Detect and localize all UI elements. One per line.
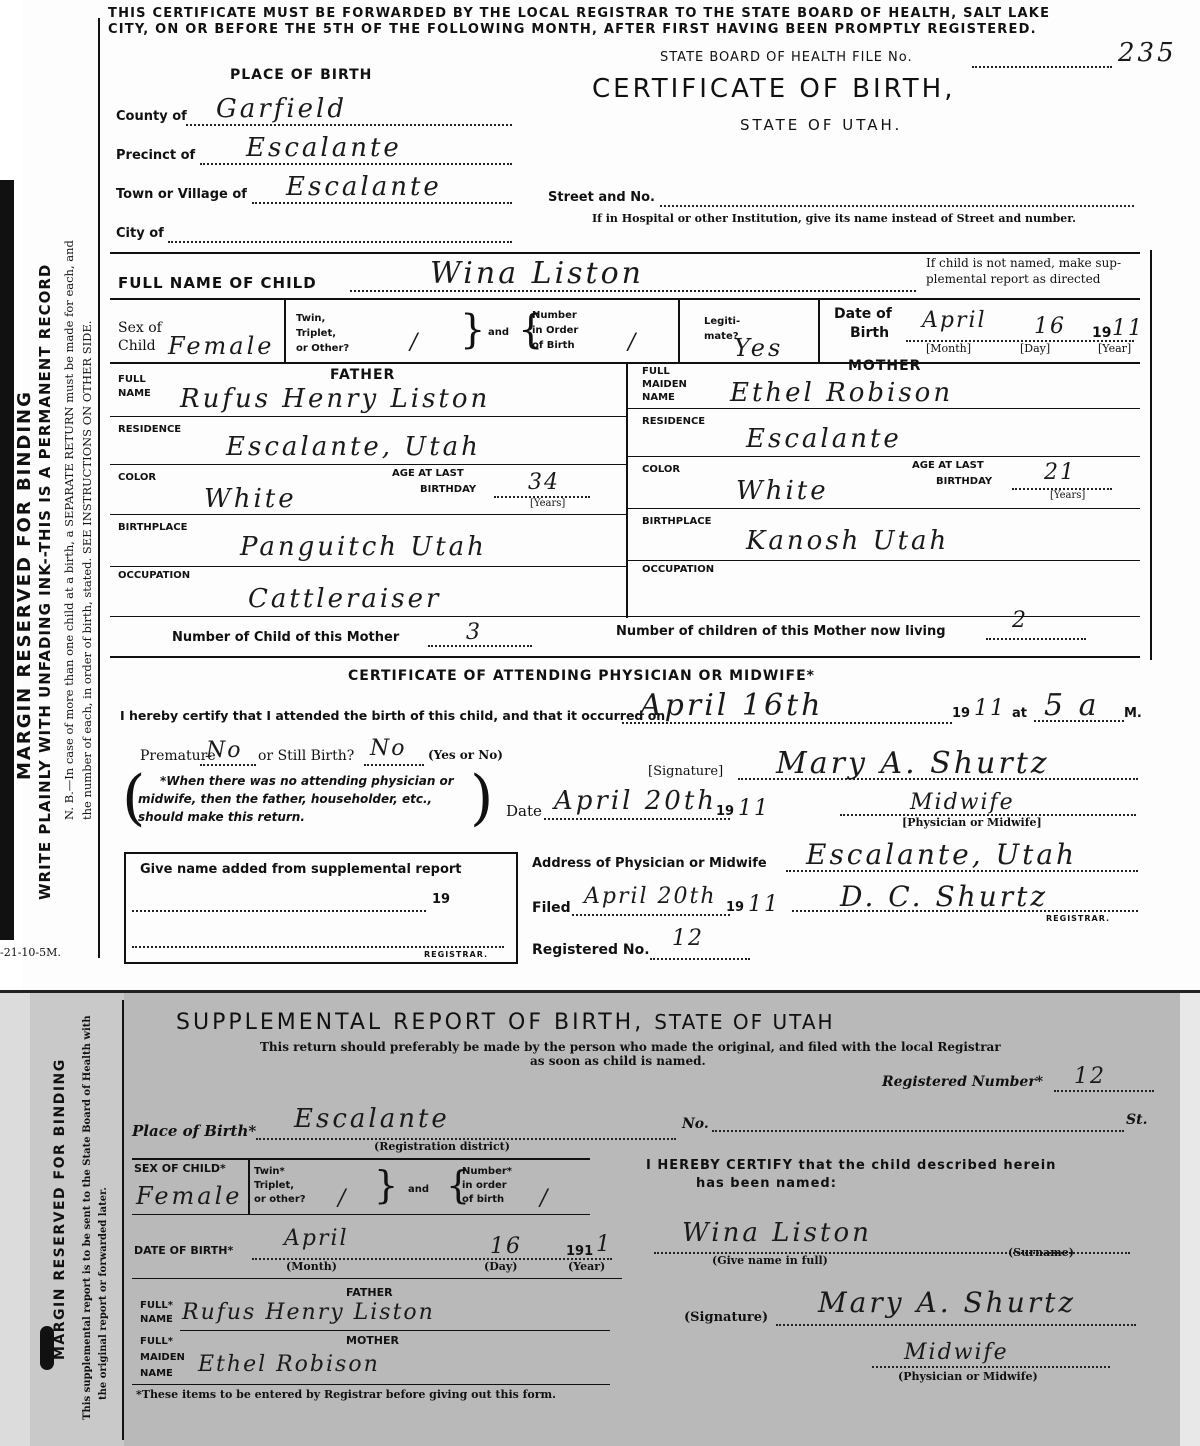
supp-instruction-2: as soon as child is named. <box>530 1054 706 1068</box>
mother-color: White <box>736 476 829 506</box>
supp-father-label-1: FULL* <box>140 1300 173 1311</box>
supp-registered-label: Registered Number* <box>882 1074 1044 1090</box>
sex-label-1: Sex of <box>118 320 162 336</box>
filed-line <box>572 914 730 916</box>
supp-signature-label: (Signature) <box>684 1310 769 1325</box>
legit-value: Yes <box>734 334 784 362</box>
father-name-label-2: NAME <box>118 388 151 399</box>
supp-role-label: (Physician or Midwife) <box>898 1370 1038 1383</box>
yesno-label: (Yes or No) <box>428 748 503 762</box>
attending-heading: CERTIFICATE OF ATTENDING PHYSICIAN OR MIDWIFE* <box>348 668 815 684</box>
supp-certify-2: has been named: <box>696 1176 837 1191</box>
supp-twin-label-1: Twin* <box>254 1166 285 1177</box>
margin-border <box>98 18 100 958</box>
father-name-label-1: FULL <box>118 374 146 385</box>
margin-nb-line2: the number of each, in order of birth, stated. SEE INSTRUCTIONS ON OTHER SIDE. <box>80 320 94 820</box>
signature-value: Mary A. Shurtz <box>776 746 1050 781</box>
signature-label: [Signature] <box>648 764 724 779</box>
supp-margin-note-2: the original report or forwarded later. <box>98 1187 109 1400</box>
supp-sex-value: Female <box>136 1182 243 1210</box>
twin-value: / <box>410 330 420 355</box>
supp-st-label: St. <box>1126 1112 1148 1128</box>
supp-given-name: Wina Liston <box>682 1218 872 1248</box>
at-label: at <box>1012 706 1027 721</box>
note-line-1: *When there was no attending physician or <box>160 774 454 788</box>
supp-mother-rule <box>132 1384 610 1385</box>
sig-year-hand: 11 <box>738 796 770 821</box>
premature-line <box>200 764 256 766</box>
supp-role-line <box>872 1366 1110 1368</box>
occurred-year-printed: 19 <box>952 706 971 721</box>
dob-year-printed: 19 <box>1092 325 1112 341</box>
supp-mother-label-1: FULL* <box>140 1336 173 1347</box>
role-label: [Physician or Midwife] <box>902 816 1042 829</box>
sex-divider <box>284 300 286 362</box>
filed-label: Filed <box>532 900 571 916</box>
notice-line-2: CITY, ON OR BEFORE THE 5TH OF THE FOLLOWING MONTH, AFTER FIRST HAVING BEEN PROMPTLY REGISTERED. <box>108 22 1037 37</box>
mother-name: Ethel Robison <box>730 378 954 408</box>
supp-mother-name: Ethel Robison <box>198 1352 380 1377</box>
supp-mother-label-2: MAIDEN <box>140 1352 185 1363</box>
supp-right-edge <box>1180 990 1200 1446</box>
twin-label-1: Twin, <box>296 313 326 324</box>
precinct-line <box>200 163 512 165</box>
order-value: / <box>628 330 638 355</box>
registrar-label: REGISTRAR. <box>1046 914 1111 923</box>
right-border <box>1150 250 1152 660</box>
order-label-1: Number <box>532 310 577 321</box>
supp-mother-label-3: NAME <box>140 1368 173 1379</box>
supp-given-label: (Give name in full) <box>712 1254 828 1267</box>
supp-dob-month: April <box>284 1226 349 1251</box>
father-residence: Escalante, Utah <box>226 432 481 462</box>
supp-box-year: 19 <box>432 892 451 907</box>
dob-month: April <box>922 308 987 333</box>
mother-color-label: COLOR <box>642 464 681 475</box>
supp-sex-divider <box>248 1158 250 1214</box>
premature-label: Premature <box>140 748 216 764</box>
child-number: 3 <box>466 620 482 645</box>
dob-label-1: Date of <box>834 306 892 322</box>
sig-date-line <box>544 818 730 820</box>
supp-margin-reserved: MARGIN RESERVED FOR BINDING <box>52 1058 68 1360</box>
certify-text: I hereby certify that I attended the birth of this child, and that it occurred on <box>120 708 666 723</box>
legit-label-2: mate? <box>704 331 739 342</box>
supp-dob-year-printed: 191 <box>566 1244 594 1259</box>
name-top-rule <box>110 252 1140 254</box>
supp-place-label: Place of Birth* <box>132 1122 257 1140</box>
town-line <box>252 202 512 204</box>
supp-footnote: *These items to be entered by Registrar before giving out this form. <box>136 1388 556 1401</box>
supp-surname-label: (Surname) <box>1008 1246 1074 1259</box>
row-bottom-rule <box>110 362 1140 364</box>
mother-name-label-1: FULL <box>642 366 670 377</box>
supp-father-label-2: NAME <box>140 1314 173 1325</box>
father-years-label: [Years] <box>530 498 566 509</box>
dob-year-hand: 11 <box>1112 316 1144 341</box>
supp-dob-year-hand: 1 <box>596 1232 612 1257</box>
left-edge-shadow <box>0 180 14 940</box>
occurred-date: April 16th <box>640 688 824 723</box>
mother-birthplace: Kanosh Utah <box>746 526 950 556</box>
supp-dob-day: 16 <box>490 1234 522 1259</box>
supp-sex-label: SEX OF CHILD* <box>134 1162 226 1175</box>
town-value: Escalante <box>286 172 442 202</box>
mother-name-label-3: NAME <box>642 392 675 403</box>
father-residence-rule <box>110 464 626 465</box>
hour-value: 5 a <box>1044 688 1100 723</box>
supp-twin-label-3: or other? <box>254 1194 306 1205</box>
supp-registered-line <box>1054 1090 1154 1092</box>
precinct-value: Escalante <box>246 133 402 163</box>
supp-top-edge <box>0 990 1200 993</box>
certificate-subtitle: STATE OF UTAH. <box>740 116 903 134</box>
supp-signature-line <box>776 1324 1136 1326</box>
supp-margin-border <box>122 1000 124 1440</box>
father-birthplace-rule <box>110 566 626 567</box>
name-bottom-rule <box>110 298 1140 300</box>
m-label: M. <box>1124 706 1142 721</box>
date-label: Date <box>506 802 542 820</box>
place-of-birth-heading: PLACE OF BIRTH <box>230 67 373 83</box>
child-name-label: FULL NAME OF CHILD <box>118 274 317 292</box>
sig-year-printed: 19 <box>716 804 735 819</box>
father-birthplace: Panguitch Utah <box>240 532 487 562</box>
supp-order-label-2: in order <box>462 1180 507 1191</box>
order-brace: { <box>518 307 544 353</box>
sex-label-2: Child <box>118 338 156 354</box>
supp-role-value: Midwife <box>904 1340 1009 1365</box>
supp-sex-rule <box>132 1214 590 1215</box>
father-residence-label: RESIDENCE <box>118 424 182 435</box>
still-label: or Still Birth? <box>258 748 355 764</box>
county-value: Garfield <box>216 94 347 124</box>
mother-birthplace-label: BIRTHPLACE <box>642 516 712 527</box>
supp-order-brace: { <box>446 1163 471 1207</box>
father-name-rule <box>110 416 626 417</box>
note-brace-left: ( <box>122 763 146 833</box>
registered-line <box>650 958 750 960</box>
twin-label-3: or Other? <box>296 343 350 354</box>
supp-instruction-1: This return should preferably be made by the person who made the original, and filed with the local Registrar <box>260 1040 1001 1054</box>
margin-ink-text: WRITE PLAINLY WITH UNFADING INK--THIS IS A PERMANENT RECORD <box>36 263 54 900</box>
form-code: -21-10-5M. <box>0 946 61 959</box>
father-color: White <box>204 484 297 514</box>
father-birthplace-label: BIRTHPLACE <box>118 522 188 533</box>
mother-years-label: [Years] <box>1050 490 1086 501</box>
supp-order-label-1: Number* <box>462 1166 513 1177</box>
registered-value: 12 <box>672 926 704 951</box>
street-line <box>660 205 1134 207</box>
note-line-3: should make this return. <box>138 810 305 824</box>
supp-twin-value: / <box>338 1186 348 1211</box>
dob-day-label: [Day] <box>1020 342 1051 355</box>
filed-date: April 20th <box>584 884 717 909</box>
mother-residence-label: RESIDENCE <box>642 416 706 427</box>
supp-box-registrar-line <box>132 946 504 948</box>
county-label: County of <box>116 109 187 124</box>
living-number: 2 <box>1012 608 1028 633</box>
supp-place-sub: (Registration district) <box>374 1140 510 1153</box>
mother-residence-rule <box>626 456 1140 457</box>
city-label: City of <box>116 226 164 241</box>
mother-residence: Escalante <box>746 424 902 454</box>
dob-month-label: [Month] <box>926 342 972 355</box>
supp-signature-value: Mary A. Shurtz <box>818 1286 1077 1319</box>
supp-box-registrar-label: REGISTRAR. <box>424 950 489 959</box>
supp-father-name: Rufus Henry Liston <box>182 1300 435 1325</box>
dob-label-2: Birth <box>850 325 890 341</box>
supp-box-line <box>132 910 426 912</box>
unnamed-note-2: plemental report as directed <box>926 272 1101 286</box>
notice-line-1: THIS CERTIFICATE MUST BE FORWARDED BY THE LOCAL REGISTRAR TO THE STATE BOARD OF HEALTH, SALT LAKE <box>108 6 1051 21</box>
town-label: Town or Village of <box>116 187 247 202</box>
supp-title-main: SUPPLEMENTAL REPORT OF BIRTH, <box>176 1010 645 1035</box>
note-line-2: midwife, then the father, householder, etc., <box>138 792 433 806</box>
supp-box-label: Give name added from supplemental report <box>140 862 462 877</box>
supp-place-value: Escalante <box>294 1104 450 1134</box>
file-no-line <box>972 66 1112 68</box>
father-color-rule <box>110 514 626 515</box>
supplemental-report <box>0 990 1200 1446</box>
supp-dob-month-label: (Month) <box>286 1260 337 1273</box>
file-no-label: STATE BOARD OF HEALTH FILE No. <box>660 50 913 65</box>
address-label: Address of Physician or Midwife <box>532 856 767 871</box>
mother-color-rule <box>626 508 1140 509</box>
filed-year-printed: 19 <box>726 900 745 915</box>
father-age-label-2: BIRTHDAY <box>420 484 477 495</box>
supp-certify-1: I HEREBY CERTIFY that the child described herein <box>646 1158 1057 1173</box>
supp-no-label: No. <box>682 1116 709 1132</box>
margin-reserved-text: MARGIN RESERVED FOR BINDING <box>14 390 35 780</box>
precinct-label: Precinct of <box>116 148 196 163</box>
supp-mother-heading: MOTHER <box>346 1334 399 1347</box>
father-age: 34 <box>528 470 560 495</box>
premature-value: No <box>206 738 243 763</box>
father-occupation-label: OCCUPATION <box>118 570 191 581</box>
father-occupation: Cattleraiser <box>248 584 442 614</box>
father-age-label-1: AGE AT LAST <box>392 468 464 479</box>
supp-father-rule <box>180 1330 610 1331</box>
father-heading: FATHER <box>330 367 396 383</box>
supp-and-label: and <box>408 1184 430 1195</box>
mother-birthplace-rule <box>626 560 1140 561</box>
father-color-label: COLOR <box>118 472 157 483</box>
county-line <box>186 124 512 126</box>
supp-street-line <box>712 1130 1124 1132</box>
supp-title-state: STATE OF UTAH <box>654 1010 835 1034</box>
city-line <box>168 241 512 243</box>
still-value: No <box>370 736 407 761</box>
supp-dob-year-label: (Year) <box>568 1260 606 1273</box>
mother-name-rule <box>626 408 1140 409</box>
registered-label: Registered No. <box>532 942 650 958</box>
child-name-value: Wina Liston <box>430 256 644 291</box>
living-line <box>986 638 1086 640</box>
occurred-year-hand: 11 <box>974 696 1006 721</box>
supp-table-top <box>132 1158 590 1160</box>
registrar-sig: D. C. Shurtz <box>840 880 1049 913</box>
supp-dob-label: DATE OF BIRTH* <box>134 1244 234 1257</box>
sex-value: Female <box>168 332 275 360</box>
father-name: Rufus Henry Liston <box>180 384 491 414</box>
supp-dob-day-label: (Day) <box>484 1260 518 1273</box>
living-label: Number of children of this Mother now living <box>616 624 946 639</box>
supp-title <box>176 1010 835 1035</box>
unnamed-note-1: If child is not named, make sup- <box>926 256 1122 270</box>
twin-brace: } <box>460 307 486 353</box>
still-line <box>364 764 424 766</box>
parents-bottom-rule <box>110 616 1140 617</box>
parents-divider <box>626 362 628 618</box>
supp-dob-rule <box>132 1278 622 1279</box>
order-divider <box>678 300 680 362</box>
mother-occupation-label: OCCUPATION <box>642 564 715 575</box>
supp-father-heading: FATHER <box>346 1286 393 1299</box>
mother-age-label-2: BIRTHDAY <box>936 476 993 487</box>
supp-margin-note-1: This supplemental report is to be sent to the State Board of Health with <box>82 1015 93 1420</box>
legit-label-1: Legiti- <box>704 316 741 327</box>
dob-year-label: [Year] <box>1098 342 1132 355</box>
and-label: and <box>488 327 510 338</box>
legit-divider <box>818 300 820 362</box>
dob-day: 16 <box>1034 314 1066 339</box>
certificate-title: CERTIFICATE OF BIRTH, <box>592 74 956 104</box>
street-label: Street and No. <box>548 190 655 205</box>
mother-age: 21 <box>1044 460 1076 485</box>
mother-name-label-2: MAIDEN <box>642 379 687 390</box>
order-label-3: of Birth <box>532 340 575 351</box>
order-label-2: in Order <box>532 325 579 336</box>
child-number-line <box>428 645 532 647</box>
supp-twin-brace: } <box>374 1163 399 1207</box>
child-number-label: Number of Child of this Mother <box>172 630 400 645</box>
address-value: Escalante, Utah <box>806 838 1078 871</box>
note-brace-right: ) <box>470 763 494 833</box>
role-value: Midwife <box>910 790 1015 815</box>
file-no-handwritten: 235 <box>1118 38 1177 68</box>
hospital-note: If in Hospital or other Institution, give its name instead of Street and number. <box>592 212 1076 225</box>
supp-left-shadow <box>0 990 30 1446</box>
count-bottom-rule <box>110 656 1140 658</box>
margin-nb-line1: N. B.—In case of more than one child at a birth, a SEPARATE RETURN must be made for each, and <box>62 240 76 820</box>
mother-heading: MOTHER <box>848 358 922 374</box>
sig-date-value: April 20th <box>554 786 718 816</box>
twin-label-2: Triplet, <box>296 328 337 339</box>
mother-age-label-1: AGE AT LAST <box>912 460 984 471</box>
supp-twin-label-2: Triplet, <box>254 1180 295 1191</box>
filed-year-hand: 11 <box>748 892 780 917</box>
supp-registered-value: 12 <box>1074 1064 1106 1089</box>
supp-order-label-3: of birth <box>462 1194 505 1205</box>
supp-order-value: / <box>540 1186 550 1211</box>
